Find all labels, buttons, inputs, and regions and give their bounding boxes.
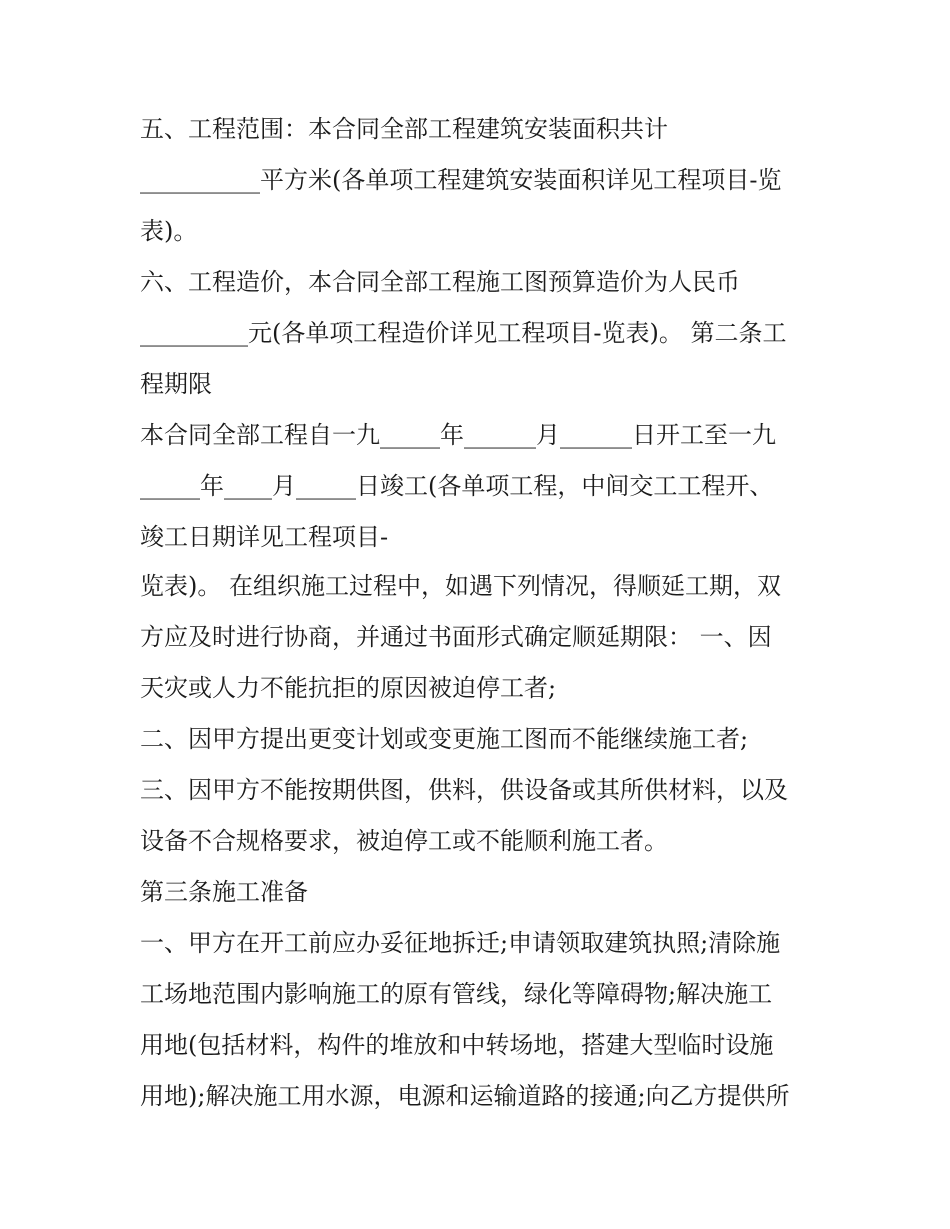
text-line-10: 览表)。 在组织施工过程中，如遇下列情况，得顺延工期，双 <box>140 572 781 600</box>
text-line-11: 方应及时进行协商，并通过书面形式确定顺延期限： 一、因 <box>140 623 772 651</box>
text-line-9: 竣工日期详见工程项目- <box>140 523 389 551</box>
text-line-17: 一、甲方在开工前应办妥征地拆迁;申请领取建筑执照;清除施 <box>140 929 781 957</box>
text-line-13: 二、因甲方提出更变计划或变更施工图而不能继续施工者; <box>140 725 749 753</box>
text-line-8: _____年____月_____日竣工(各单项工程，中间交工工程开、 <box>140 472 774 500</box>
text-line-14: 三、因甲方不能按期供图，供料，供设备或其所供材料，以及 <box>140 776 788 804</box>
text-line-20: 用地);解决施工用水源，电源和运输道路的接通;向乙方提供所 <box>140 1082 790 1110</box>
section-heading: 第三条施工准备 <box>140 878 308 906</box>
text-line-2: __________平方米(各单项工程建筑安装面积详见工程项目-览 <box>140 166 782 194</box>
text-line-7: 本合同全部工程自一九_____年______月______日开工至一九 <box>140 421 776 449</box>
text-line-19: 用地(包括材料，构件的堆放和中转场地，搭建大型临时设施 <box>140 1031 774 1059</box>
text-line-1: 五、工程范围：本合同全部工程建筑安装面积共计 <box>140 115 668 143</box>
text-line-12: 天灾或人力不能抗拒的原因被迫停工者; <box>140 674 557 702</box>
text-line-18: 工场地范围内影响施工的原有管线，绿化等障碍物;解决施工 <box>140 980 773 1008</box>
text-line-15: 设备不合规格要求，被迫停工或不能顺利施工者。 <box>140 827 668 855</box>
text-line-5: _________元(各单项工程造价详见工程项目-览表)。 第二条工 <box>140 319 787 347</box>
text-line-3: 表)。 <box>140 217 198 245</box>
text-line-6: 程期限 <box>140 370 212 398</box>
text-line-4: 六、工程造价，本合同全部工程施工图预算造价为人民币 <box>140 268 740 296</box>
